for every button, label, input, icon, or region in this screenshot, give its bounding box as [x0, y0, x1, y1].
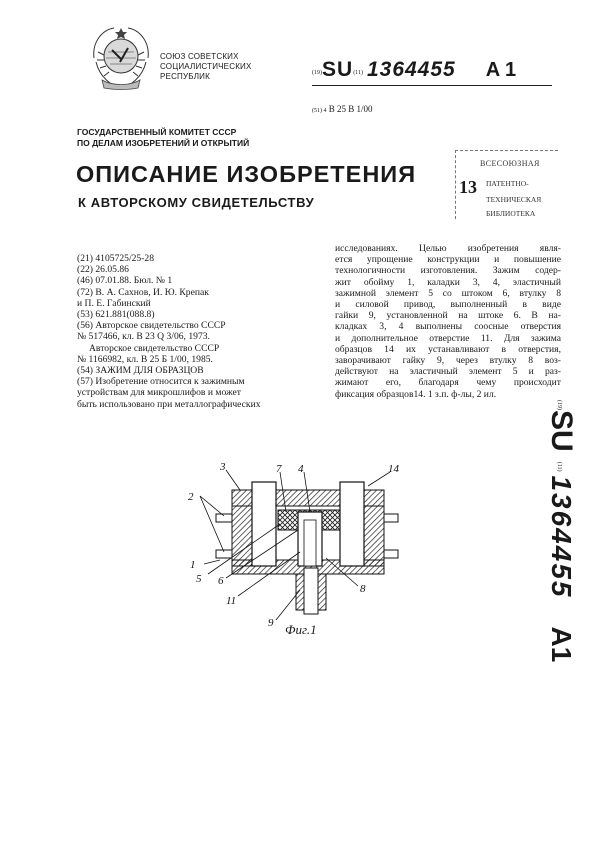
right-wall	[364, 506, 384, 566]
abstract-line: технологичности изготовления. Зажим содер-	[335, 265, 561, 277]
biblio-line: (56) Авторское свидетельство СССР	[77, 320, 226, 332]
figure-label: 9	[268, 617, 274, 629]
side-code-11: (11)	[556, 461, 562, 472]
sample-left	[252, 482, 276, 566]
figure-label: 4	[298, 463, 304, 475]
stamp-line: ТЕХНИЧЕСКАЯ	[486, 195, 542, 204]
abstract-line: исследованиях. Целью изобретения явля-	[335, 243, 561, 254]
biblio-line: (46) 07.01.88. Бюл. № 1	[77, 275, 173, 287]
pin-right-bottom	[384, 550, 398, 558]
pin-left-top	[216, 514, 232, 522]
abstract-line: кладках 3, 4 выполнены соосные отверстия	[335, 321, 561, 333]
code-19: (19)	[312, 70, 322, 76]
figure-caption: Фиг.1	[285, 622, 317, 637]
abstract-line: гайки 9, установленной на штоке 6. В на-	[335, 310, 561, 322]
union-line: СОЮЗ СОВЕТСКИХ	[160, 52, 239, 61]
stamp-line: ВСЕСОЮЗНАЯ	[480, 159, 540, 168]
committee-line: ПО ДЕЛАМ ИЗОБРЕТЕНИЙ И ОТКРЫТИЙ	[77, 138, 250, 148]
stamp-number: 13	[459, 177, 477, 197]
ipc-value: B 25 B 1/00	[328, 104, 373, 114]
technical-drawing	[180, 460, 420, 640]
side-patent-number: 1364455	[546, 475, 577, 599]
stamp-line: ПАТЕНТНО-	[486, 179, 529, 188]
patent-number: 1364455	[366, 58, 456, 81]
abstract-line: жит обойму 1, каладки 3, 4, эластичный	[335, 276, 561, 288]
biblio-line: (22) 26.05.86	[77, 264, 129, 276]
kind-code: A 1	[485, 59, 517, 81]
biblio-line: быть использовано при металлографических	[77, 398, 261, 410]
state-emblem-icon	[88, 22, 154, 92]
document-subtitle: К АВТОРСКОМУ СВИДЕТЕЛЬСТВУ	[78, 195, 315, 210]
figure-label: 14	[388, 463, 399, 475]
header-rule	[312, 85, 552, 86]
abstract-text	[335, 243, 561, 400]
committee-name	[77, 127, 249, 149]
committee-line: ГОСУДАРСТВЕННЫЙ КОМИТЕТ СССР	[77, 127, 237, 137]
biblio-line: Авторское свидетельство СССР	[89, 342, 220, 354]
bibliographic-data	[77, 253, 327, 410]
abstract-line: ется упрощение конструкции и повышение	[335, 254, 561, 266]
biblio-line: и П. Е. Габинский	[77, 297, 151, 309]
abstract-line: жимают его, благодаря чему происходит	[335, 377, 561, 389]
ipc-classification	[312, 104, 373, 114]
figure-label: 11	[226, 595, 237, 607]
publication-number	[312, 58, 552, 84]
rod-core	[304, 520, 316, 566]
biblio-line: (53) 621.881(088.8)	[77, 309, 155, 321]
side-publication-number	[538, 400, 578, 700]
side-number-rotated	[544, 400, 578, 700]
side-country-code: SU	[545, 410, 578, 452]
figure-label: 8	[360, 583, 366, 595]
figure-label: 1	[190, 559, 196, 571]
union-line: СОЦИАЛИСТИЧЕСКИХ	[160, 62, 252, 71]
abstract-line: и силовой привод, выполненный в виде	[335, 299, 561, 311]
figure-label: 6	[218, 575, 224, 587]
abstract-line: и дополнительное отверстие 11. Для зажима	[335, 332, 561, 344]
ipc-code: (51) 4	[312, 108, 327, 114]
figure-label: 2	[188, 491, 194, 503]
biblio-line: (21) 4105725/25-28	[77, 253, 155, 264]
abstract-line: действуют на эластичный элемент 5 и раз-	[335, 366, 561, 378]
biblio-line: (57) Изобретение относится к зажимным	[77, 376, 245, 388]
biblio-line: № 1166982, кл. В 25 Б 1/00, 1985.	[77, 353, 213, 365]
union-name	[160, 52, 252, 82]
sample-right	[340, 482, 364, 566]
biblio-line: (72) В. А. Сахнов, И. Ю. Крепак	[77, 286, 209, 298]
left-wall	[232, 506, 252, 566]
side-code-19: (19)	[556, 400, 562, 410]
pin-right-top	[384, 514, 398, 522]
biblio-line: устройствам для микрошлифов и может	[77, 387, 241, 399]
union-line: РЕСПУБЛИК	[160, 72, 210, 81]
abstract-line: зажимной элемент 5 со штоком 6, втулку 8	[335, 287, 561, 299]
abstract-line: образцов 14 их устанавливают в отверстия,	[335, 343, 561, 355]
figure-label: 7	[276, 463, 282, 475]
biblio-line: (54) ЗАЖИМ ДЛЯ ОБРАЗЦОВ	[77, 365, 204, 377]
document-title: ОПИСАНИЕ ИЗОБРЕТЕНИЯ	[76, 161, 417, 187]
code-11: (11)	[353, 70, 363, 76]
stamp-line: БИБЛИОТЕКА	[486, 209, 536, 218]
abstract-line: заворачивают гайку 9, через втулку 8 воз-	[335, 355, 561, 367]
library-stamp	[455, 150, 558, 219]
country-code: SU	[322, 58, 354, 81]
side-kind-code: A1	[546, 626, 577, 663]
figure-label: 5	[196, 573, 202, 585]
nut-bore	[304, 568, 318, 614]
figure-label: 3	[220, 461, 226, 473]
abstract-line: фиксация образцов14. 1 з.п. ф-лы, 2 ил.	[335, 388, 497, 400]
biblio-line: № 517466, кл. В 23 Q 3/06, 1973.	[77, 331, 210, 343]
